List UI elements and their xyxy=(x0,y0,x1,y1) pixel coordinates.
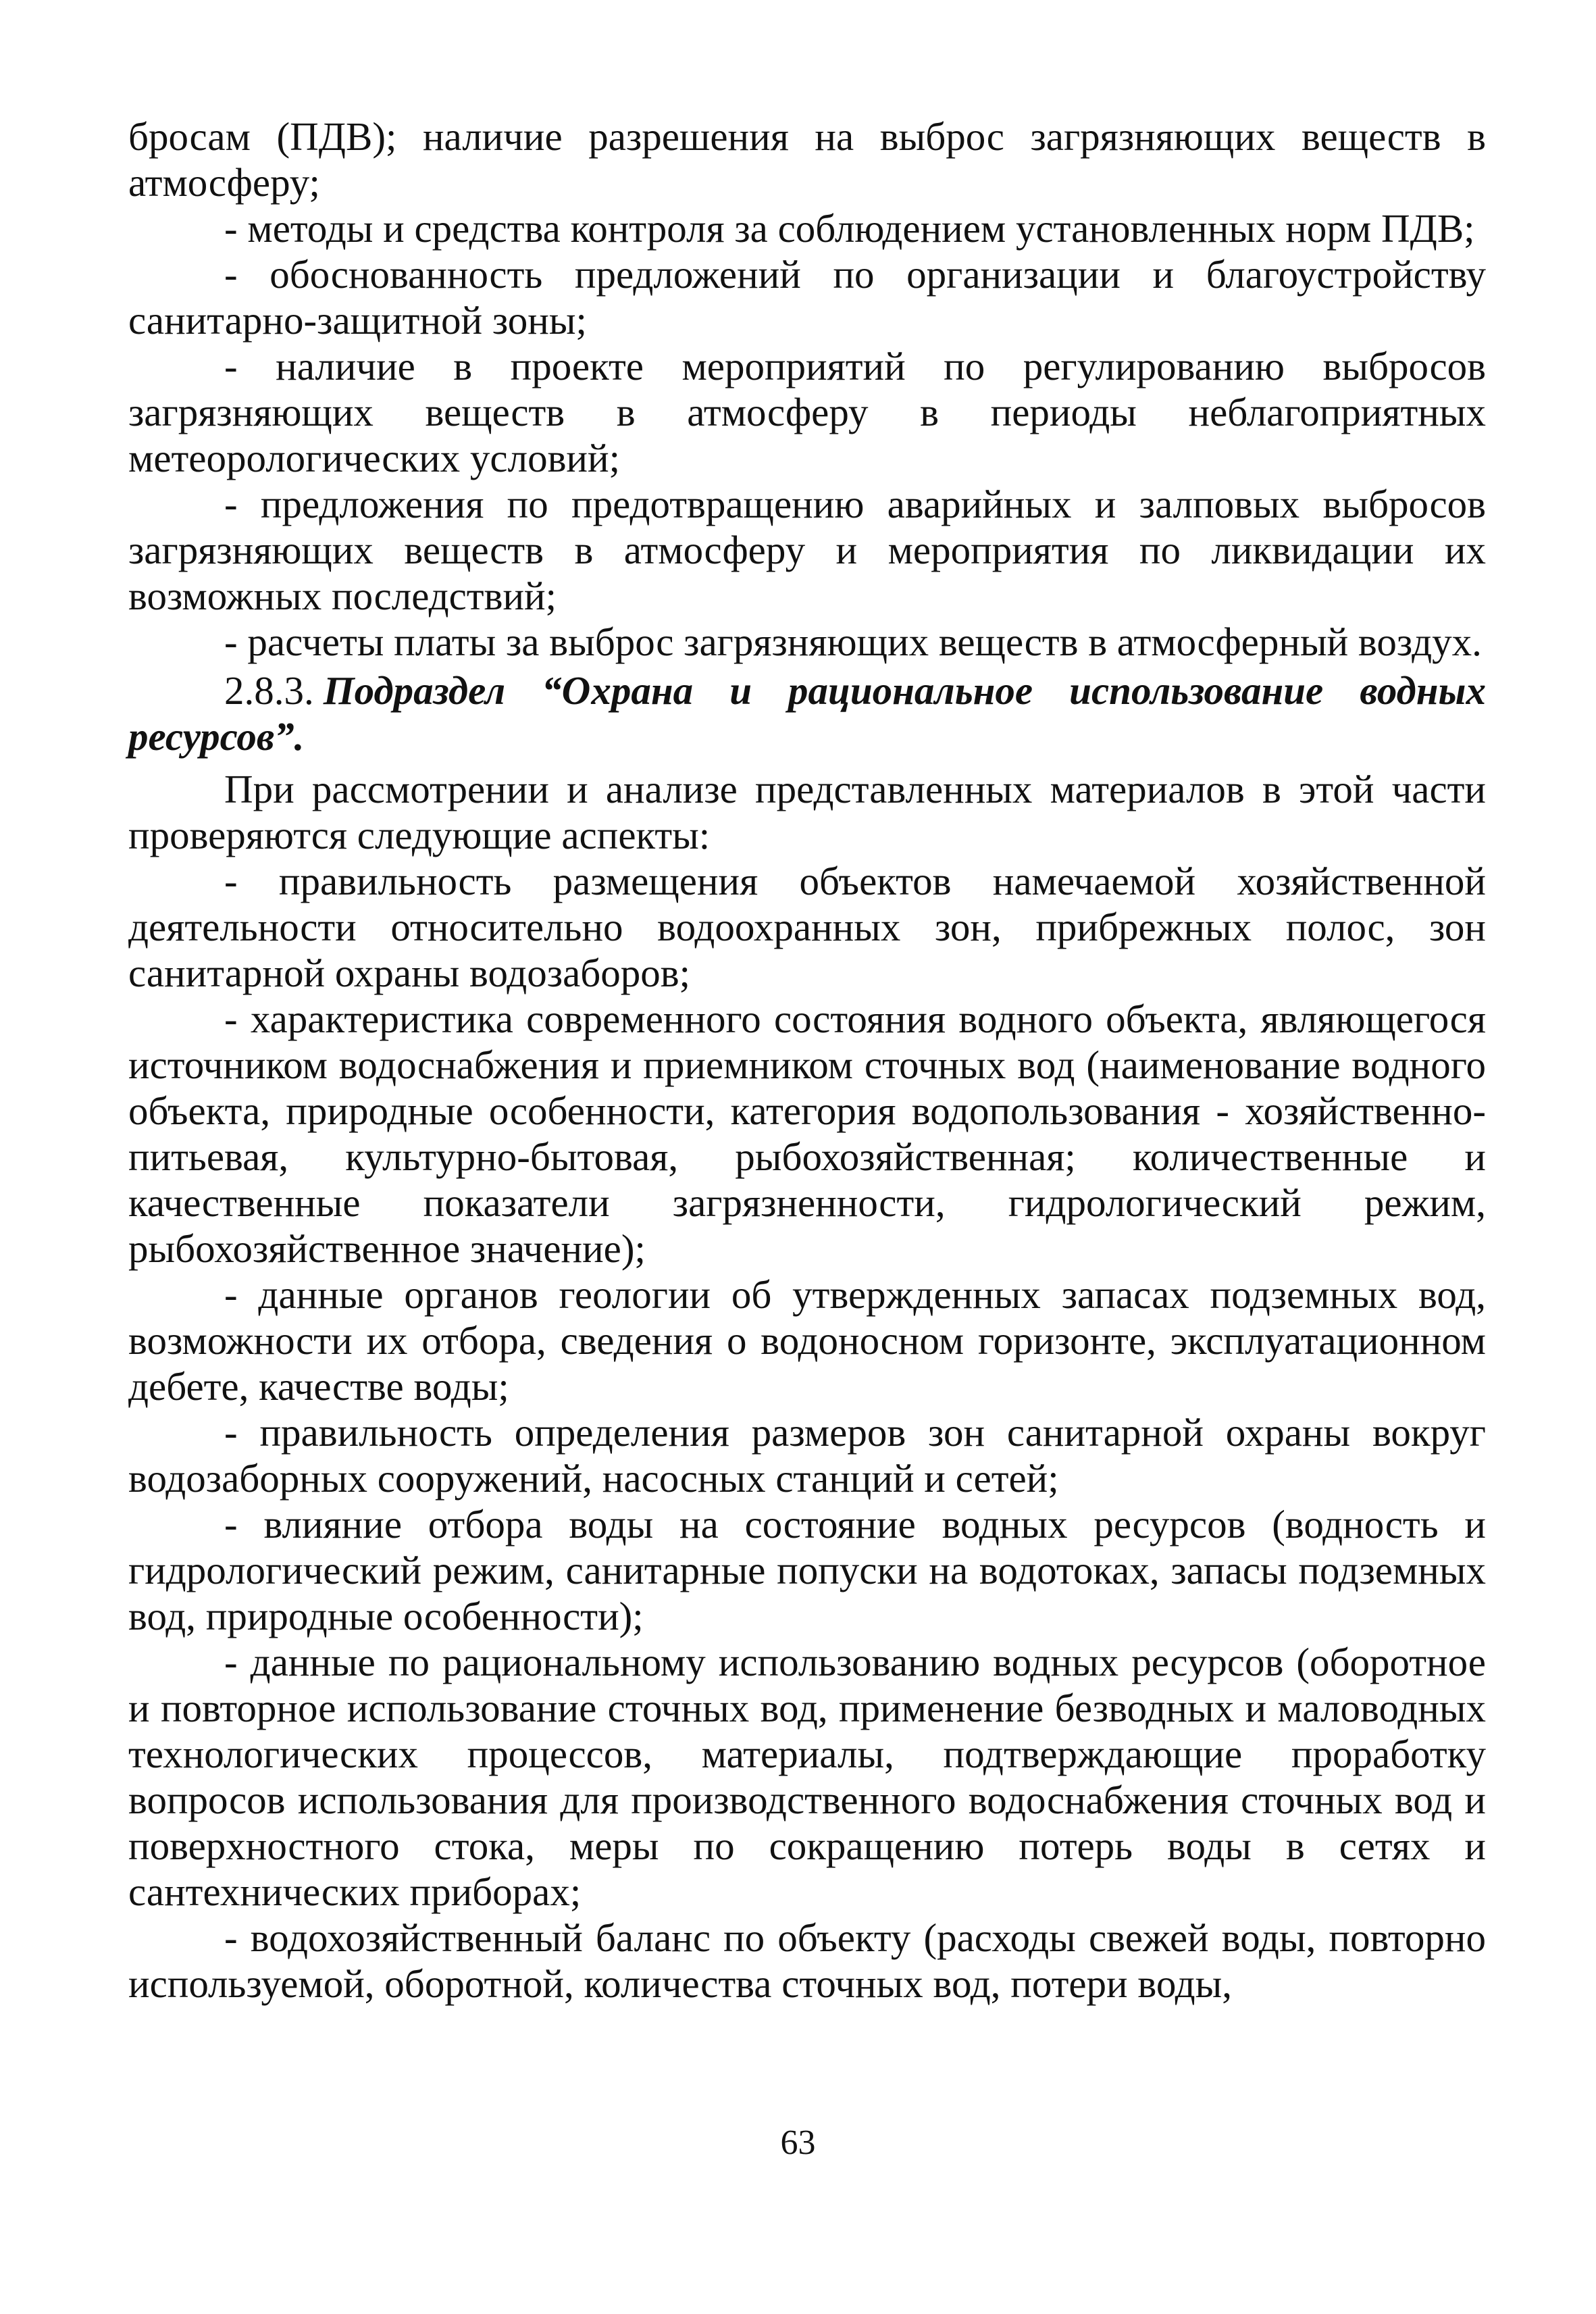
list-item: - расчеты платы за выброс загрязняющих веществ в атмосферный воздух. xyxy=(224,620,1482,664)
list-item: - данные органов геологии об утвержденных запасах подземных вод, возможности их отбора, сведения о водоносном горизонте, эксплуатационном дебете, качестве воды; xyxy=(128,1272,1486,1409)
list-item: - предложения по предотвращению аварийных и залповых выбросов загрязняющих веществ в атмосферу и мероприятия по ликвидации их возможных последствий; xyxy=(128,482,1486,618)
intro-paragraph: При рассмотрении и анализе представленных материалов в этой части проверяются следующие аспекты: xyxy=(128,767,1486,857)
list-item: - водохозяйственный баланс по объекту (расходы свежей воды, повторно используемой, оборотной, количества сточных вод, потери воды, xyxy=(128,1915,1486,2006)
section-heading xyxy=(128,668,1486,759)
list-item: - обоснованность предложений по организации и благоустройству санитарно-защитной зоны; xyxy=(128,252,1486,343)
page-body xyxy=(128,114,1486,2007)
paragraph-continuation: бросам (ПДВ); наличие разрешения на выброс загрязняющих веществ в атмосферу; xyxy=(128,114,1486,205)
list-item: - правильность размещения объектов намечаемой хозяйственной деятельности относительно водоохранных зон, прибрежных полос, зон санитарной охраны водозаборов; xyxy=(128,859,1486,995)
list-item: - влияние отбора воды на состояние водных ресурсов (водность и гидрологический режим, санитарные попуски на водотоках, запасы подземных вод, природные особенности); xyxy=(128,1502,1486,1638)
page-number: 63 xyxy=(780,2123,816,2162)
section-title: Подраздел “Охрана и рациональное использование водных ресурсов”. xyxy=(128,668,1486,759)
list-item: - методы и средства контроля за соблюдением установленных норм ПДВ; xyxy=(224,206,1475,251)
section-number: 2.8.3. xyxy=(224,668,314,713)
list-item: - данные по рациональному использованию водных ресурсов (оборотное и повторное использование сточных вод, применение безводных и маловодных технологических процессов, материалы, подтверждающие проработку вопросов использования для производственного водоснабжения сточных вод и поверхностного стока, меры по сокращению потерь воды в сетях и сантехнических приборах; xyxy=(128,1640,1486,1914)
list-item: - наличие в проекте мероприятий по регулированию выбросов загрязняющих веществ в атмосферу в периоды неблагоприятных метеорологических условий; xyxy=(128,344,1486,480)
list-item: - характеристика современного состояния водного объекта, являющегося источником водоснабжения и приемником сточных вод (наименование водного объекта, природные особенности, категория водопользования - хозяйственно-питьевая, культурно-бытовая, рыбохозяйственная; количественные и качественные показатели загрязненности, гидрологический режим, рыбохозяйственное значение); xyxy=(128,997,1486,1271)
list-item: - правильность определения размеров зон санитарной охраны вокруг водозаборных сооружений, насосных станций и сетей; xyxy=(128,1410,1486,1501)
